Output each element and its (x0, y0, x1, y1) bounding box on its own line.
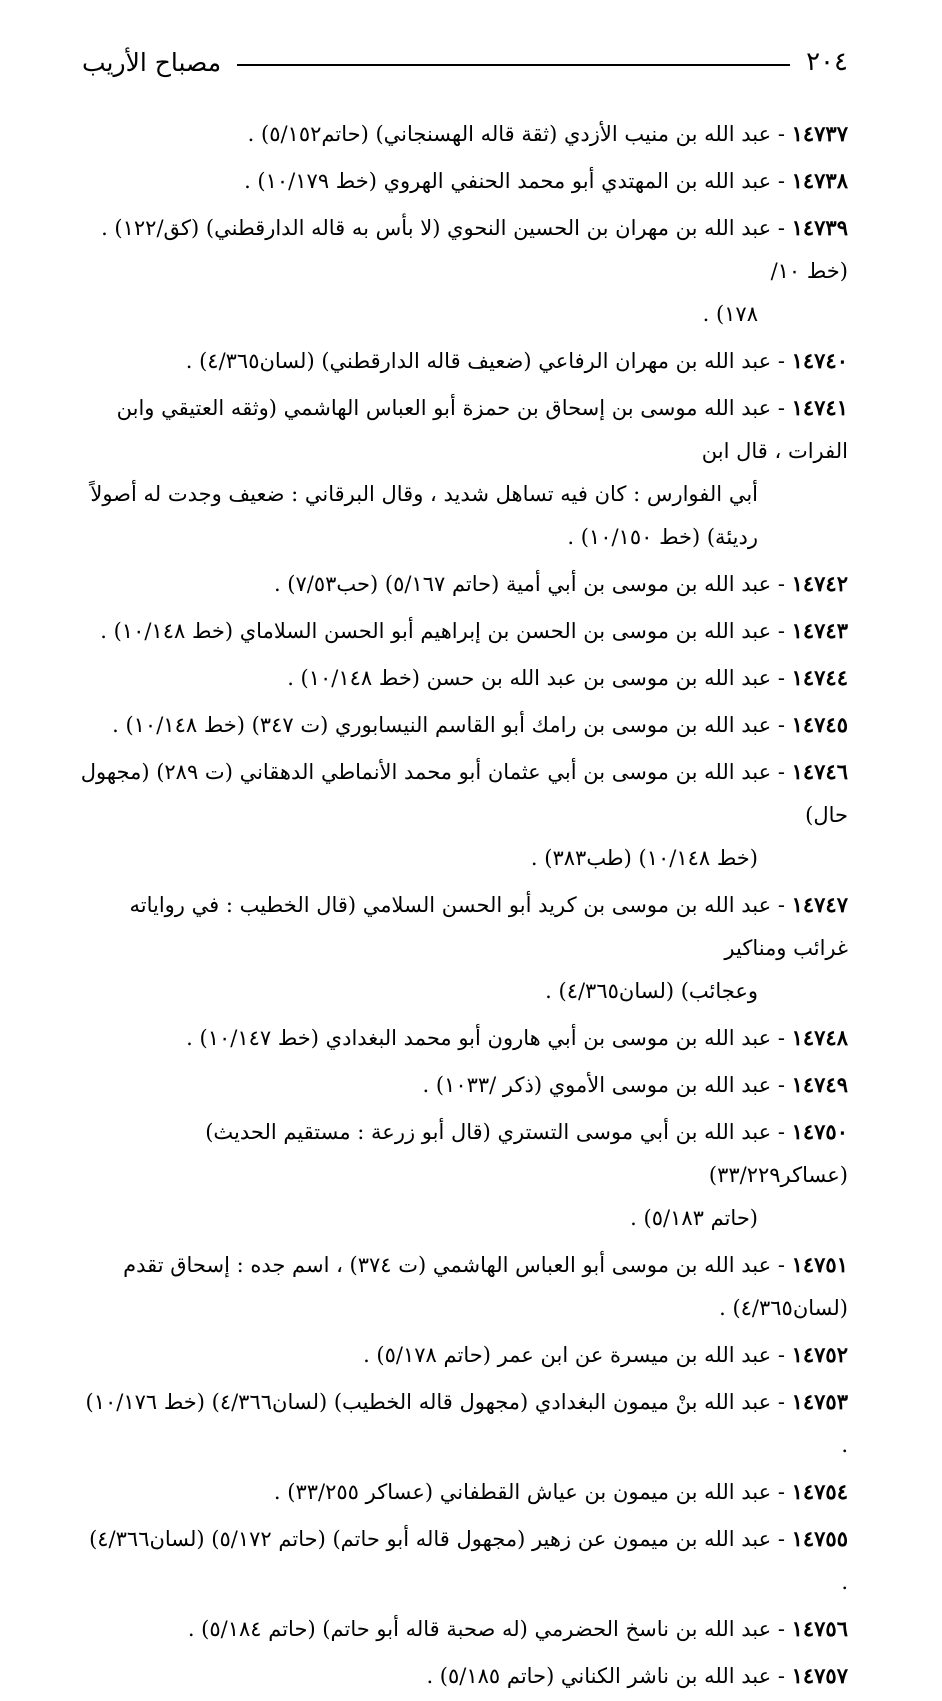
entry-number: ١٤٧٤١ (791, 395, 848, 420)
entry: ١٤٧٤٥ - عبد الله بن موسى بن رامك أبو القاسم النيسابوري (ت ٣٤٧) (خط ١٠/١٤٨) . (112, 712, 848, 737)
entry: ١٤٧٤٤ - عبد الله بن موسى بن عبد الله بن حسن (خط ١٠/١٤٨) . (287, 665, 848, 690)
entry-text: عبد الله بن ميمون بن عياش القطفاني (عساكر ٣٣/٢٥٥) . (273, 1480, 772, 1504)
entry-number: ١٤٧٣٩ (791, 215, 848, 240)
entry-text: عبد الله بن المهتدي أبو محمد الحنفي الهروي (خط ١٠/١٧٩) . (244, 169, 772, 193)
entry-text: عبد الله بن موسى الأموي (ذكر /١٠٣٣) . (422, 1073, 772, 1097)
entry: ١٤٧٣٨ - عبد الله بن المهتدي أبو محمد الحنفي الهروي (خط ١٠/١٧٩) . (244, 168, 848, 193)
entry-text: عبد الله بن موسى بن أبي عثمان أبو محمد الأنماطي الدهقاني (ت ٢٨٩) (مجهول حال) (80, 760, 848, 827)
entry-continuation: أبي الفوارس : كان فيه تساهل شديد ، وقال البرقاني : ضعيف وجدت له أصولاً رديئة) (خط ١٠/١٥٠) . (90, 482, 758, 549)
entry-number: ١٤٧٤٥ (791, 712, 848, 737)
entry: ١٤٧٥٢ - عبد الله بن ميسرة عن ابن عمر (حاتم ٥/١٧٨) . (363, 1342, 848, 1367)
entry-text: عبد الله بن موسى بن عبد الله بن حسن (خط ١٠/١٤٨) . (287, 666, 772, 690)
entry: ١٤٧٥٤ - عبد الله بن ميمون بن عياش القطفاني (عساكر ٣٣/٢٥٥) . (273, 1479, 848, 1504)
entry-text: عبد الله بن مهران بن الحسين النحوي (لا بأس به قاله الدارقطني) (كق/١٢٢) . (خط ١٠/ (101, 216, 848, 283)
entry-text: عبد الله بن موسى بن أبي هارون أبو محمد البغدادي (خط ١٠/١٤٧) . (186, 1026, 772, 1050)
header-divider (237, 64, 790, 66)
entry-text: عبد الله موسى بن إسحاق بن حمزة أبو العباس الهاشمي (وثقه العتيقي وابن الفرات ، قال ابن (116, 396, 848, 463)
entry-number: ١٤٧٤٦ (791, 759, 848, 784)
entry-number: ١٤٧٥٦ (791, 1616, 848, 1641)
entry-number: ١٤٧٤٨ (791, 1025, 848, 1050)
entry-number: ١٤٧٥١ (791, 1252, 848, 1277)
entry-text: عبد الله بن منيب الأزدي (ثقة قاله الهسنجاني) (حاتم٥/١٥٢) . (247, 122, 772, 146)
entry-number: ١٤٧٥٣ (791, 1389, 848, 1414)
entry-text: عبد الله بن أبي موسى التستري (قال أبو زرعة : مستقيم الحديث) (عساكر٣٣/٢٢٩) (205, 1120, 848, 1187)
entry-number: ١٤٧٥٥ (791, 1526, 848, 1551)
entry: ١٤٧٥٧ - عبد الله بن ناشر الكناني (حاتم ٥/١٨٥) . (426, 1663, 848, 1688)
entry-number: ١٤٧٥٠ (791, 1119, 848, 1144)
entry-text: عبد الله بن موسى بن أبي أمية (حاتم ٥/١٦٧) (حب٧/٥٣) . (273, 572, 772, 596)
entry-number: ١٤٧٤٢ (791, 571, 848, 596)
entry: ١٤٧٥٠ - عبد الله بن أبي موسى التستري (قال أبو زرعة : مستقيم الحديث) (عساكر٣٣/٢٢٩) (حاتم ٥/١٨٣) . (80, 1110, 848, 1240)
entry-text: عبد الله بن موسى أبو العباس الهاشمي (ت ٣٧٤) ، اسم جده : إسحاق تقدم (لسان٤/٣٦٥) . (123, 1253, 848, 1320)
entry: ١٤٧٥٣ - عبد الله بنْ ميمون البغدادي (مجهول قاله الخطيب) (لسان٤/٣٦٦) (خط ١٠/١٧٦) . (85, 1389, 848, 1457)
entry: ١٤٧٤٨ - عبد الله بن موسى بن أبي هارون أبو محمد البغدادي (خط ١٠/١٤٧) . (186, 1025, 848, 1050)
entry-number: ١٤٧٣٧ (791, 121, 848, 146)
entry-number: ١٤٧٤٧ (791, 892, 848, 917)
entry: ١٤٧٣٩ - عبد الله بن مهران بن الحسين النحوي (لا بأس به قاله الدارقطني) (كق/١٢٢) . (خط ١٠/ ١٧٨) . (80, 206, 848, 336)
entry: ١٤٧٤٠ - عبد الله بن مهران الرفاعي (ضعيف قاله الدارقطني) (لسان٤/٣٦٥) . (185, 348, 848, 373)
entry: ١٤٧٥٥ - عبد الله بن ميمون عن زهير (مجهول قاله أبو حاتم) (حاتم ٥/١٧٢) (لسان٤/٣٦٦) . (89, 1526, 848, 1594)
entry-number: ١٤٧٣٨ (791, 168, 848, 193)
entry-number: ١٤٧٥٢ (791, 1342, 848, 1367)
entry-text: عبد الله بن مهران الرفاعي (ضعيف قاله الدارقطني) (لسان٤/٣٦٥) . (185, 349, 772, 373)
entry-text: عبد الله بن موسى بن الحسن بن إبراهيم أبو الحسن السلاماي (خط ١٠/١٤٨) . (100, 619, 772, 643)
entry: ١٤٧٥١ - عبد الله بن موسى أبو العباس الهاشمي (ت ٣٧٤) ، اسم جده : إسحاق تقدم (لسان٤/٣٦٥) . (123, 1252, 848, 1320)
entry: ١٤٧٤١ - عبد الله موسى بن إسحاق بن حمزة أبو العباس الهاشمي (وثقه العتيقي وابن الفرات ، قال ابن أبي الفوارس : كان فيه تساهل شديد ، وقال البرقاني : ضعيف وجدت له أصولاً رديئة) (خط ١٠/١٥٠) . (80, 386, 848, 559)
entry: ١٤٧٤٧ - عبد الله بن موسى بن كريد أبو الحسن السلامي (قال الخطيب : في رواياته غرائب ومناكير وعجائب) (لسان٤/٣٦٥) . (80, 883, 848, 1013)
page-number: ٢٠٤ (806, 47, 848, 77)
entry-number: ١٤٧٥٧ (791, 1663, 848, 1688)
entry-text: عبد الله بن ناسخ الحضرمي (له صحبة قاله أبو حاتم) (حاتم ٥/١٨٤) . (187, 1617, 772, 1641)
entry-text: عبد الله بن ميسرة عن ابن عمر (حاتم ٥/١٧٨) . (363, 1343, 772, 1367)
entry-number: ١٤٧٤٩ (791, 1072, 848, 1097)
entry-number: ١٤٧٤٣ (791, 618, 848, 643)
entry: ١٤٧٤٦ - عبد الله بن موسى بن أبي عثمان أبو محمد الأنماطي الدهقاني (ت ٢٨٩) (مجهول حال) (خط ١٠/١٤٨) (طب٣٨٣) . (80, 750, 848, 880)
entry-text: عبد الله بن موسى بن كريد أبو الحسن السلامي (قال الخطيب : في رواياته غرائب ومناكير (129, 893, 848, 960)
entry: ١٤٧٤٩ - عبد الله بن موسى الأموي (ذكر /١٠٣٣) . (422, 1072, 848, 1097)
entry-text: عبد الله بنْ ميمون البغدادي (مجهول قاله الخطيب) (لسان٤/٣٦٦) (خط ١٠/١٧٦) . (85, 1390, 848, 1457)
entry: ١٤٧٤٢ - عبد الله بن موسى بن أبي أمية (حاتم ٥/١٦٧) (حب٧/٥٣) . (273, 571, 848, 596)
entry-text: عبد الله بن ناشر الكناني (حاتم ٥/١٨٥) . (426, 1664, 772, 1688)
entry-continuation: وعجائب) (لسان٤/٣٦٥) . (545, 979, 758, 1003)
entry-continuation: ١٧٨) . (702, 302, 758, 326)
entry-text: عبد الله بن ميمون عن زهير (مجهول قاله أبو حاتم) (حاتم ٥/١٧٢) (لسان٤/٣٦٦) . (89, 1527, 848, 1594)
entry-text: عبد الله بن موسى بن رامك أبو القاسم النيسابوري (ت ٣٤٧) (خط ١٠/١٤٨) . (112, 713, 772, 737)
page-header (82, 38, 848, 86)
entry: ١٤٧٤٣ - عبد الله بن موسى بن الحسن بن إبراهيم أبو الحسن السلاماي (خط ١٠/١٤٨) . (100, 618, 848, 643)
entry-number: ١٤٧٤٤ (791, 665, 848, 690)
entry: ١٤٧٣٧ - عبد الله بن منيب الأزدي (ثقة قاله الهسنجاني) (حاتم٥/١٥٢) . (247, 121, 848, 146)
entry-continuation: (خط ١٠/١٤٨) (طب٣٨٣) . (530, 846, 758, 870)
entry-continuation: (حاتم ٥/١٨٣) . (630, 1206, 758, 1230)
book-title: مصباح الأريب (82, 47, 222, 77)
entries-list (80, 112, 848, 1701)
entry-number: ١٤٧٥٤ (791, 1479, 848, 1504)
entry-number: ١٤٧٤٠ (791, 348, 848, 373)
entry: ١٤٧٥٦ - عبد الله بن ناسخ الحضرمي (له صحبة قاله أبو حاتم) (حاتم ٥/١٨٤) . (187, 1616, 848, 1641)
